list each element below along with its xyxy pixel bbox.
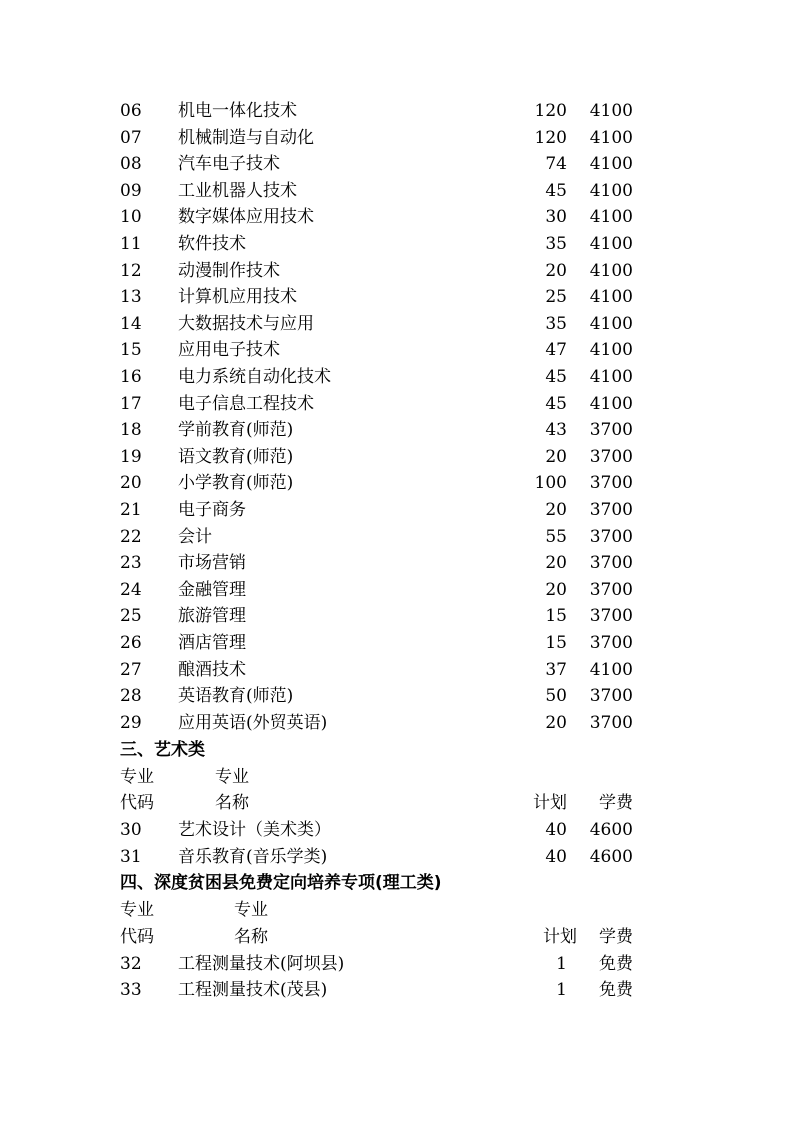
tuition-fee: 4100 <box>589 367 633 387</box>
header-plan: 计划 <box>533 793 567 814</box>
enrollment-plan: 25 <box>545 287 567 308</box>
tuition-fee: 4100 <box>589 101 633 121</box>
tuition-fee: 3700 <box>589 420 633 441</box>
tuition-fee: 3700 <box>589 579 633 600</box>
tuition-fee: 3700 <box>589 686 633 707</box>
table-row <box>0 391 793 418</box>
tuition-fee: 4600 <box>589 820 633 840</box>
table-row <box>0 178 793 205</box>
major-name: 金融管理 <box>178 579 246 600</box>
table-row <box>0 817 793 844</box>
tuition-fee: 3700 <box>589 712 633 733</box>
tuition-fee: 3700 <box>589 633 633 653</box>
enrollment-plan: 20 <box>545 579 567 600</box>
major-name: 语文教育(师范) <box>178 446 294 467</box>
table-row <box>0 231 793 258</box>
major-code: 29 <box>120 712 142 733</box>
major-name: 电子信息工程技术 <box>178 393 314 414</box>
enrollment-plan: 45 <box>545 367 567 387</box>
tuition-fee: 4100 <box>589 234 633 254</box>
tuition-fee: 4100 <box>589 260 633 281</box>
major-code: 18 <box>120 420 142 441</box>
tuition-fee: 3700 <box>589 446 633 467</box>
header-code-line2: 代码 <box>120 793 154 814</box>
major-name: 电子商务 <box>178 500 246 520</box>
table-row <box>0 151 793 178</box>
major-code: 10 <box>120 207 142 228</box>
major-name: 软件技术 <box>178 234 246 254</box>
tuition-fee: 4600 <box>589 846 633 867</box>
major-code: 12 <box>120 260 142 281</box>
major-name: 工程测量技术(茂县) <box>178 980 328 1001</box>
table-row <box>0 603 793 630</box>
major-name: 酒店管理 <box>178 633 246 653</box>
tuition-fee: 3700 <box>589 500 633 520</box>
major-code: 23 <box>120 553 142 574</box>
major-name: 应用英语(外贸英语) <box>178 712 328 733</box>
major-name: 计算机应用技术 <box>178 287 297 308</box>
tuition-fee: 4100 <box>589 180 633 201</box>
table-row <box>0 125 793 152</box>
major-name: 市场营销 <box>178 553 246 574</box>
tuition-fee: 4100 <box>589 393 633 414</box>
major-code: 16 <box>120 367 142 387</box>
header-name-line2: 名称 <box>234 926 268 947</box>
table-row <box>0 470 793 497</box>
header-name-line2: 名称 <box>215 793 249 814</box>
table-row <box>0 337 793 364</box>
major-code: 24 <box>120 579 142 600</box>
enrollment-plan: 120 <box>534 127 567 148</box>
major-code: 26 <box>120 633 142 653</box>
table-row <box>0 657 793 684</box>
major-name: 艺术设计（美术类） <box>178 820 331 840</box>
enrollment-plan: 50 <box>545 686 567 707</box>
major-code: 19 <box>120 446 142 467</box>
major-name: 会计 <box>178 526 212 547</box>
header-plan: 计划 <box>543 926 577 947</box>
table-row <box>0 977 793 1004</box>
enrollment-plan: 40 <box>545 820 567 840</box>
section-title: 三、艺术类 <box>120 740 205 760</box>
table-row <box>0 417 793 444</box>
enrollment-plan: 1 <box>556 980 567 1001</box>
enrollment-plan: 20 <box>545 712 567 733</box>
major-name: 旅游管理 <box>178 606 246 627</box>
major-code: 32 <box>120 953 142 974</box>
enrollment-plan: 74 <box>545 154 567 175</box>
tuition-fee: 4100 <box>589 313 633 334</box>
table-row <box>0 951 793 978</box>
major-name: 工业机器人技术 <box>178 180 297 201</box>
enrollment-plan: 40 <box>545 846 567 867</box>
enrollment-plan: 35 <box>545 234 567 254</box>
major-code: 14 <box>120 313 142 334</box>
enrollment-plan: 100 <box>534 473 567 494</box>
major-code: 31 <box>120 846 142 867</box>
tuition-fee: 免费 <box>599 953 633 974</box>
major-code: 11 <box>120 234 142 254</box>
enrollment-plan: 43 <box>545 420 567 441</box>
table-row <box>0 577 793 604</box>
header-code-line2: 代码 <box>120 926 154 947</box>
tuition-fee: 4100 <box>589 340 633 361</box>
tuition-fee: 4100 <box>589 207 633 228</box>
tuition-fee: 3700 <box>589 473 633 494</box>
header-code-line1: 专业 <box>120 900 154 920</box>
section-title: 四、深度贫困县免费定向培养专项(理工类) <box>120 873 442 894</box>
table-row <box>0 258 793 285</box>
enrollment-plan: 20 <box>545 553 567 574</box>
major-name: 学前教育(师范) <box>178 420 294 441</box>
major-code: 07 <box>120 127 142 148</box>
header-code-line1: 专业 <box>120 766 154 787</box>
table-row <box>0 524 793 551</box>
major-code: 25 <box>120 606 142 627</box>
major-code: 17 <box>120 393 142 414</box>
enrollment-plan: 47 <box>545 340 567 361</box>
major-name: 音乐教育(音乐学类) <box>178 846 328 867</box>
enrollment-plan: 15 <box>545 606 567 627</box>
major-code: 08 <box>120 154 142 175</box>
tuition-fee: 免费 <box>599 980 633 1001</box>
tuition-fee: 4100 <box>589 127 633 148</box>
tuition-fee: 4100 <box>589 287 633 308</box>
enrollment-plan: 35 <box>545 313 567 334</box>
table-row <box>0 311 793 338</box>
table-row <box>0 497 793 524</box>
major-name: 机电一体化技术 <box>178 101 297 121</box>
tuition-fee: 3700 <box>589 553 633 574</box>
major-name: 机械制造与自动化 <box>178 127 314 148</box>
table-row <box>0 284 793 311</box>
major-code: 27 <box>120 659 142 680</box>
enrollment-plan: 55 <box>545 526 567 547</box>
major-code: 09 <box>120 180 142 201</box>
major-name: 大数据技术与应用 <box>178 313 314 334</box>
major-code: 33 <box>120 980 142 1001</box>
enrollment-plan: 20 <box>545 500 567 520</box>
header-fee: 学费 <box>599 793 633 814</box>
table-row <box>0 844 793 871</box>
major-name: 动漫制作技术 <box>178 260 280 281</box>
table-row <box>0 630 793 657</box>
major-code: 30 <box>120 820 142 840</box>
major-name: 英语教育(师范) <box>178 686 294 707</box>
major-code: 22 <box>120 526 142 547</box>
enrollment-plan: 30 <box>545 207 567 228</box>
table-row <box>0 98 793 125</box>
major-name: 工程测量技术(阿坝县) <box>178 953 345 974</box>
enrollment-plan: 45 <box>545 393 567 414</box>
table-row <box>0 444 793 471</box>
tuition-fee: 4100 <box>589 659 633 680</box>
enrollment-plan: 120 <box>534 101 567 121</box>
header-name-line1: 专业 <box>234 900 268 920</box>
header-name-line1: 专业 <box>215 766 249 787</box>
enrollment-plan: 20 <box>545 260 567 281</box>
enrollment-plan: 37 <box>545 659 567 680</box>
major-code: 28 <box>120 686 142 707</box>
enrollment-plan: 45 <box>545 180 567 201</box>
major-code: 20 <box>120 473 142 494</box>
tuition-fee: 3700 <box>589 606 633 627</box>
major-code: 15 <box>120 340 142 361</box>
table-row <box>0 710 793 737</box>
tuition-fee: 3700 <box>589 526 633 547</box>
enrollment-plan: 15 <box>545 633 567 653</box>
table-row <box>0 204 793 231</box>
major-code: 21 <box>120 500 142 520</box>
enrollment-plan: 20 <box>545 446 567 467</box>
table-row <box>0 364 793 391</box>
major-name: 应用电子技术 <box>178 340 280 361</box>
table-row <box>0 550 793 577</box>
table-row <box>0 683 793 710</box>
header-fee: 学费 <box>599 926 633 947</box>
major-code: 13 <box>120 287 142 308</box>
major-name: 数字媒体应用技术 <box>178 207 314 228</box>
major-name: 汽车电子技术 <box>178 154 280 175</box>
major-name: 电力系统自动化技术 <box>178 367 331 387</box>
major-code: 06 <box>120 101 142 121</box>
major-name: 小学教育(师范) <box>178 473 294 494</box>
major-name: 酿酒技术 <box>178 659 246 680</box>
tuition-fee: 4100 <box>589 154 633 175</box>
enrollment-plan: 1 <box>556 953 567 974</box>
